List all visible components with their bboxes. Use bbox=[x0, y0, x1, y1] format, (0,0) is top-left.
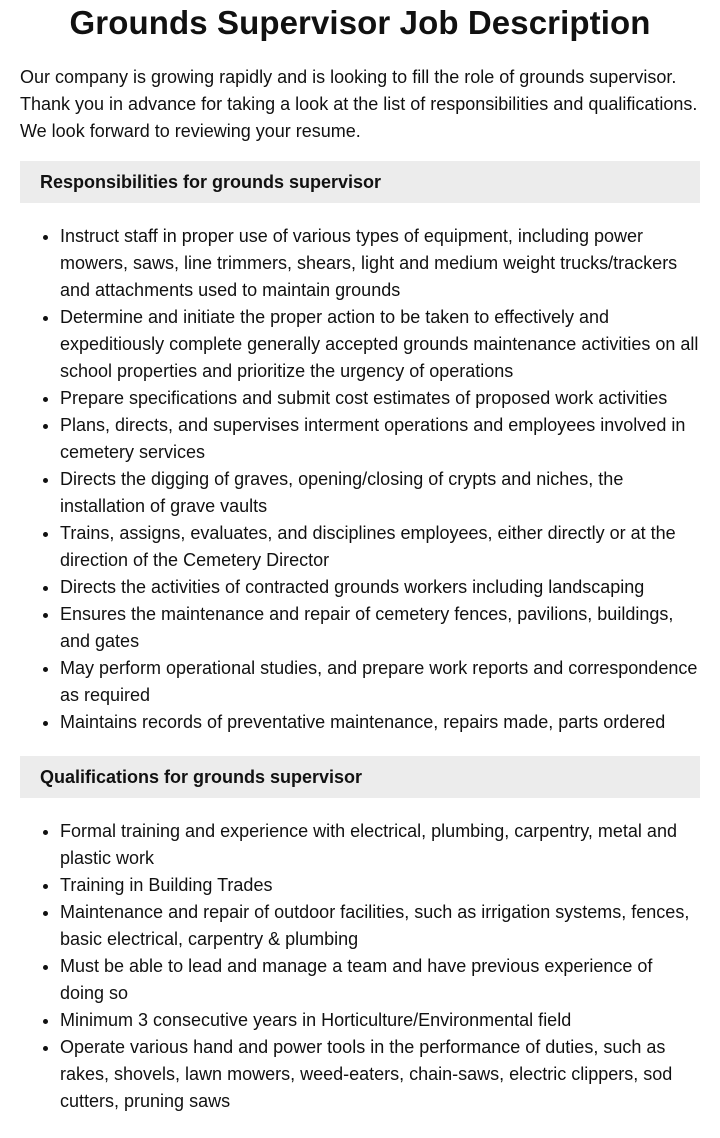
list-item: • Plans, directs, and supervises interment operations and employees involved in cemetery services bbox=[60, 412, 700, 466]
list-item: • Maintenance and repair of outdoor facilities, such as irrigation systems, fences, basic electrical, carpentry & plumbing bbox=[60, 899, 700, 953]
list-item: • Directs the activities of contracted grounds workers including landscaping bbox=[60, 574, 700, 601]
responsibilities-heading: Responsibilities for grounds supervisor bbox=[20, 161, 700, 203]
list-item: • Formal training and experience with electrical, plumbing, carpentry, metal and plastic work bbox=[60, 818, 700, 872]
qualifications-list bbox=[20, 818, 700, 1115]
qualifications-heading: Qualifications for grounds supervisor bbox=[20, 756, 700, 798]
list-item: • Directs the digging of graves, opening/closing of crypts and niches, the installation of grave vaults bbox=[60, 466, 700, 520]
list-item: • Minimum 3 consecutive years in Horticulture/Environmental field bbox=[60, 1007, 700, 1034]
responsibilities-list bbox=[20, 223, 700, 736]
list-item: • Operate various hand and power tools in the performance of duties, such as rakes, shovels, lawn mowers, weed-eaters, chain-saws, electric clippers, sod cutters, pruning saws bbox=[60, 1034, 700, 1115]
list-item: • Instruct staff in proper use of various types of equipment, including power mowers, saws, line trimmers, shears, light and medium weight trucks/trackers and attachments used to maintain grounds bbox=[60, 223, 700, 304]
intro-paragraph: Our company is growing rapidly and is looking to fill the role of grounds supervisor. Thank you in advance for taking a look at the list of responsibilities and qualifications. We look forward to reviewing your resume. bbox=[20, 67, 698, 141]
list-item: • Determine and initiate the proper action to be taken to effectively and expeditiously complete generally accepted grounds maintenance activities on all school properties and prioritize the urgency of operations bbox=[60, 304, 700, 385]
list-item: • Trains, assigns, evaluates, and disciplines employees, either directly or at the direction of the Cemetery Director bbox=[60, 520, 700, 574]
page-title: Grounds Supervisor Job Description bbox=[69, 4, 651, 41]
list-item: • Training in Building Trades bbox=[60, 872, 700, 899]
list-item: • Ensures the maintenance and repair of cemetery fences, pavilions, buildings, and gates bbox=[60, 601, 700, 655]
list-item: • May perform operational studies, and prepare work reports and correspondence as required bbox=[60, 655, 700, 709]
list-item: • Prepare specifications and submit cost estimates of proposed work activities bbox=[60, 385, 700, 412]
list-item: • Must be able to lead and manage a team and have previous experience of doing so bbox=[60, 953, 700, 1007]
list-item: • Maintains records of preventative maintenance, repairs made, parts ordered bbox=[60, 709, 700, 736]
